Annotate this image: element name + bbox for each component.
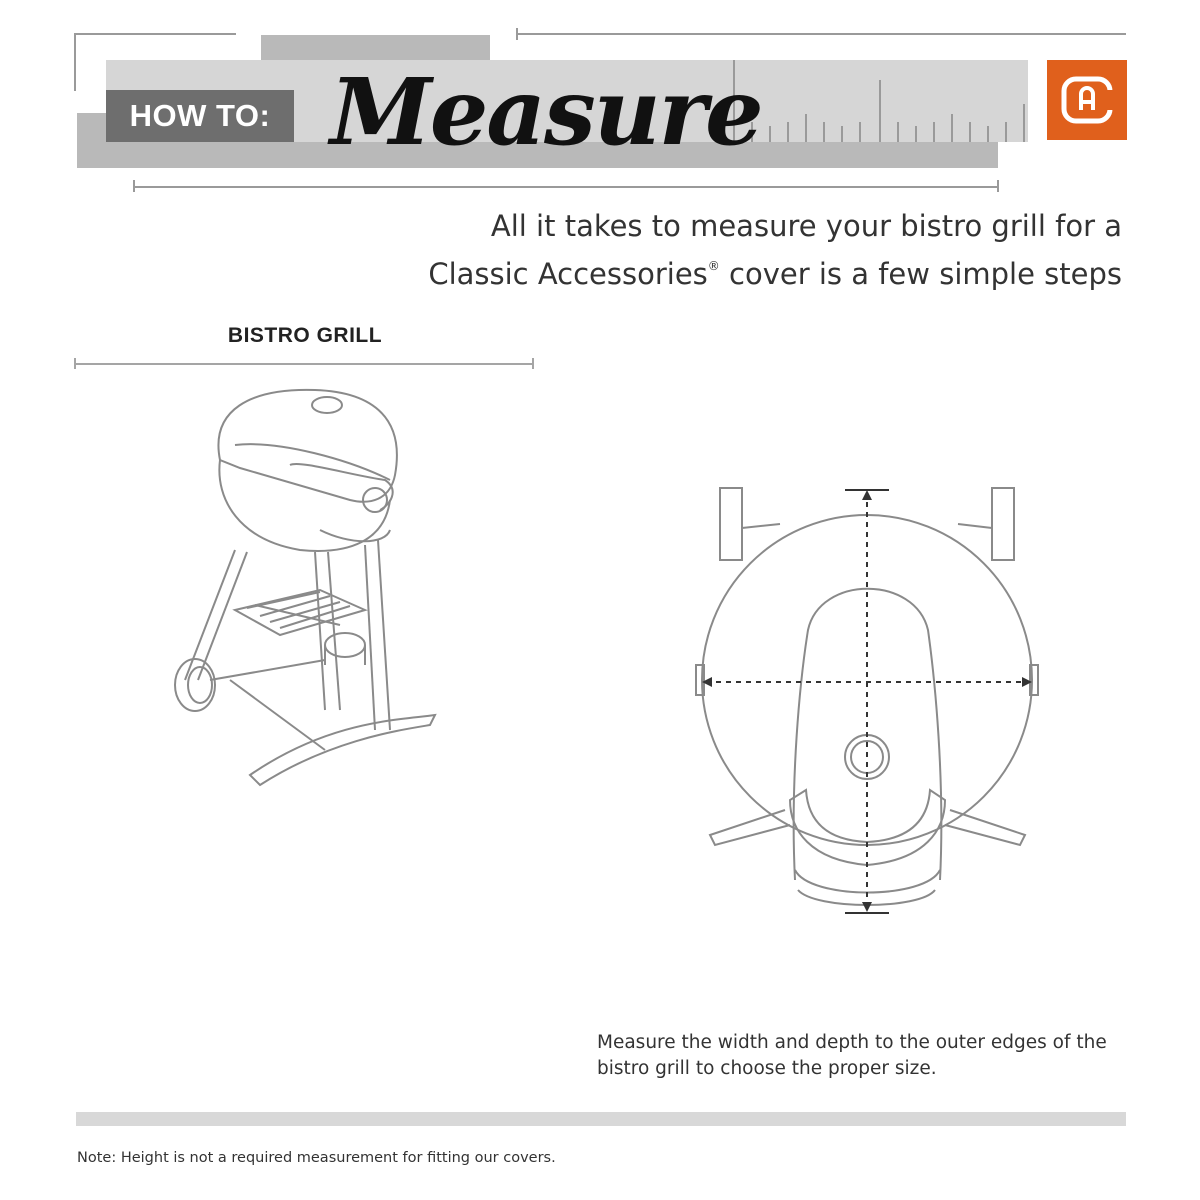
bistro-grill-side-view-icon: [150, 380, 450, 800]
how-to-label: HOW TO:: [106, 90, 294, 142]
registered-mark: ®: [707, 259, 720, 273]
page-title: Measure: [330, 58, 762, 166]
underline-tick-left: [74, 358, 76, 369]
intro-line-1: All it takes to measure your bistro grill for a: [490, 209, 1122, 243]
footer-note: Note: Height is not a required measurement for fitting our covers.: [77, 1150, 556, 1166]
footer-divider: [76, 1112, 1126, 1126]
frame-tick-bottom-left: [133, 180, 135, 192]
classic-accessories-logo-icon: [1047, 60, 1127, 140]
frame-tick-top-right: [516, 28, 518, 40]
brand-logo: [1047, 60, 1127, 140]
diagram-label: BISTRO GRILL: [227, 324, 383, 347]
frame-tick-bottom-right: [997, 180, 999, 192]
bistro-grill-top-view-icon: [690, 480, 1050, 930]
diagram-label-underline: [74, 363, 534, 365]
frame-tick-top-left: [74, 33, 76, 91]
frame-line-top-right: [516, 33, 1126, 35]
measurement-instruction: Measure the width and depth to the outer edges of the bistro grill to choose the proper size.: [597, 1032, 1107, 1079]
ruler-icon: [730, 60, 1030, 142]
frame-line-top-left: [76, 33, 236, 35]
intro-text: [422, 206, 1122, 294]
frame-line-bottom: [133, 186, 999, 188]
underline-tick-right: [532, 358, 534, 369]
intro-line-2: Classic Accessories® cover is a few simple steps: [428, 257, 1122, 291]
